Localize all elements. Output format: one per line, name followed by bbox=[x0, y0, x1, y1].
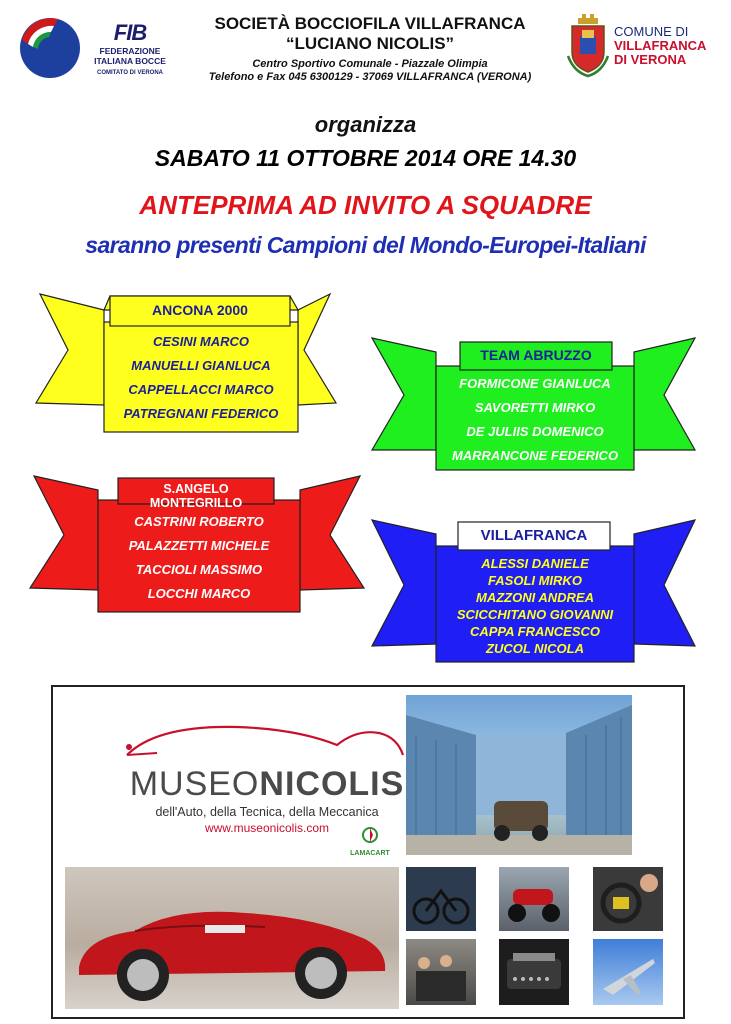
thumb-visitors-photo bbox=[406, 939, 476, 1005]
player-name: MANUELLI GIANLUCA bbox=[131, 358, 271, 373]
lamacart-leaf-icon bbox=[345, 825, 395, 845]
club-dedication: “LUCIANO NICOLIS” bbox=[285, 34, 455, 53]
fib-line-1: FEDERAZIONE bbox=[99, 46, 161, 56]
team-name-villafranca: VILLAFRANCA bbox=[480, 527, 588, 544]
museum-building-photo bbox=[406, 695, 632, 855]
club-address: Centro Sportivo Comunale - Piazzale Olimpia bbox=[252, 58, 488, 70]
club-name: SOCIETÀ BOCCIOFILA VILLAFRANCA bbox=[214, 14, 526, 33]
player-name: FORMICONE GIANLUCA bbox=[459, 376, 611, 391]
museum-tagline: dell'Auto, della Tecnica, della Meccanica bbox=[155, 805, 379, 819]
team-name-ancona: ANCONA 2000 bbox=[152, 302, 248, 318]
team-players-ancona bbox=[104, 330, 298, 426]
thumb-airplane-photo bbox=[593, 939, 663, 1005]
building-illustration bbox=[406, 695, 632, 855]
comune-line-3: DI VERONA bbox=[614, 52, 687, 67]
fib-line-2: ITALIANA BOCCE bbox=[94, 56, 166, 66]
event-title: ANTEPRIMA AD INVITO A SQUADRE bbox=[139, 190, 592, 220]
fib-line-3: COMITATO DI VERONA bbox=[97, 70, 163, 76]
team-name-abruzzo: TEAM ABRUZZO bbox=[480, 347, 592, 363]
player-name: ZUCOL NICOLA bbox=[486, 641, 584, 656]
player-name: FASOLI MIRKO bbox=[488, 573, 582, 588]
team-players-villafranca bbox=[436, 555, 634, 657]
player-name: MARRANCONE FEDERICO bbox=[451, 448, 619, 463]
player-name: PATREGNANI FEDERICO bbox=[123, 406, 279, 421]
event-date: SABATO 11 OTTOBRE 2014 ORE 14.30 bbox=[154, 145, 577, 171]
event-subtitle: saranno presenti Campioni del Mondo-Europei-Italiani bbox=[85, 232, 646, 258]
museum-car-photo bbox=[65, 867, 399, 1009]
comune-line-2: VILLAFRANCA bbox=[614, 38, 707, 53]
museum-url: www.museonicolis.com bbox=[204, 821, 330, 835]
player-name: SCICCHITANO GIOVANNI bbox=[456, 607, 614, 622]
museum-brand bbox=[117, 765, 417, 804]
player-name: ALESSI DANIELE bbox=[481, 556, 589, 571]
player-name: CESINI MARCO bbox=[152, 334, 250, 349]
player-name: MAZZONI ANDREA bbox=[476, 590, 594, 605]
thumb-bicycles-photo bbox=[406, 867, 476, 931]
player-name: LOCCHI MARCO bbox=[147, 586, 251, 601]
team-name-sangelo: S.ANGELO MONTEGRILLO bbox=[149, 482, 243, 510]
player-name: CASTRINI ROBERTO bbox=[134, 514, 264, 529]
museum-brand-bold: NICOLIS bbox=[259, 765, 405, 803]
museum-banner bbox=[51, 685, 685, 1019]
lamacart-logo bbox=[345, 825, 395, 855]
club-contacts: Telefono e Fax 045 6300129 - 37069 VILLAFRANCA (VERONA) bbox=[208, 71, 532, 83]
player-name: TACCIOLI MASSIMO bbox=[135, 562, 263, 577]
museum-car-logo-icon bbox=[117, 715, 417, 765]
player-name: CAPPA FRANCESCO bbox=[469, 624, 600, 639]
player-name: DE JULIIS DOMENICO bbox=[466, 424, 604, 439]
red-car-illustration bbox=[65, 867, 399, 1009]
museum-brand-light: MUSEO bbox=[129, 765, 260, 803]
team-players-abruzzo bbox=[436, 372, 634, 468]
player-name: SAVORETTI MIRKO bbox=[474, 400, 596, 415]
thumb-motorcycles-photo bbox=[499, 867, 569, 931]
comune-line-1: COMUNE DI bbox=[614, 24, 689, 39]
team-players-sangelo bbox=[98, 510, 300, 606]
fib-abbr: FIB bbox=[113, 20, 147, 45]
player-name: PALAZZETTI MICHELE bbox=[128, 538, 270, 553]
thumb-typewriter-photo bbox=[499, 939, 569, 1005]
player-name: CAPPELLACCI MARCO bbox=[128, 382, 274, 397]
organizza-label: organizza bbox=[314, 112, 417, 137]
thumb-steering-wheel-photo bbox=[593, 867, 663, 931]
lamacart-label: LAMACART bbox=[350, 850, 390, 857]
